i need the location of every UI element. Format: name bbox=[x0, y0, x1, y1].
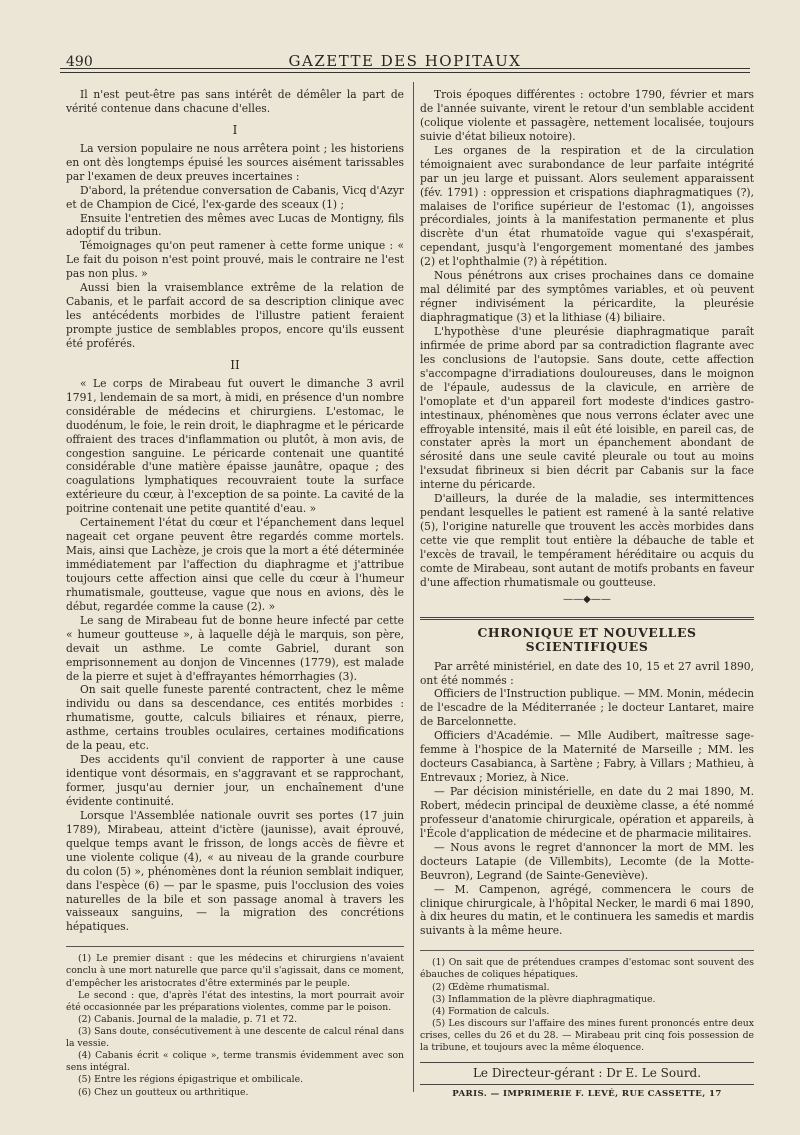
footnote: (1) Le premier disant : que les médecins et chirurgiens n'avaient conclu à une mort naturelle que parce qu'il s'agissait, dans ce moment, d'empêcher les aristocrates d'être exterminés par le peuple. bbox=[66, 953, 404, 989]
paragraph: Aussi bien la vraisemblance extrême de la relation de Cabanis, et le parfait accord de sa description clinique avec les antécédents morbides de l'illustre patient feraient prompte justice de semblables propos, encore qu'ils eussent été proférés. bbox=[66, 281, 404, 350]
footnote: (1) On sait que de prétendues crampes d'estomac sont souvent des ébauches de coliques hépatiques. bbox=[420, 957, 754, 981]
gerant-rule-thick bbox=[420, 1084, 754, 1085]
paragraph: Témoignages qu'on peut ramener à cette forme unique : « Le fait du poison n'est point prouvé, mais le contraire ne l'est pas non plus. » bbox=[66, 239, 404, 281]
paragraph: Ensuite l'entretien des mêmes avec Lucas de Montigny, fils adoptif du tribun. bbox=[66, 211, 404, 239]
paragraph: Officiers d'Académie. — Mlle Audibert, maîtresse sage-femme à l'hospice de la Maternité de Marseille ; MM. les docteurs Casabianca, à Sartène ; Fabry, à Villars ; Mathieu, à Entrevaux ; Moriez, à Nice. bbox=[420, 729, 754, 785]
chronique-rule bbox=[420, 617, 754, 618]
paragraph: Nous pénétrons aux crises prochaines dans ce domaine mal délimité par des symptômes variables, et où peuvent régner indivisément la péricardite, la pleurésie diaphragmatique (3) et la lithiase (4) biliaire. bbox=[420, 269, 754, 324]
footnote: (2) Œdème rhumatismal. bbox=[432, 981, 550, 993]
paragraph: « Le corps de Mirabeau fut ouvert le dimanche 3 avril 1791, lendemain de sa mort, à midi, en présence d'un nombre considérable de médecins et chirurgiens. L'estomac, le duodénum, le foie, le rein droit, le diaphragme et le péricarde offraient des traces d'inflammation ou plutôt, à mon avis, de congestion sanguine. Le péricarde contenait une quantité considérable d'une matière épaisse jaunâtre, opaque ; des coagulations lymphatiques recouvraient toute la surface extérieure du cœur, à l'exception de sa pointe. La cavité de la poitrine contenait une petite quantité d'eau. » bbox=[66, 376, 404, 516]
printer-imprint: PARIS. — IMPRIMERIE F. LEVÉ, RUE CASSETTE, 17 bbox=[452, 1089, 722, 1100]
column-divider bbox=[413, 82, 414, 1092]
footnote: (3) Sans doute, consécutivement à une descente de calcul rénal dans la vessie. bbox=[66, 1025, 404, 1050]
header-rule bbox=[60, 68, 750, 69]
paragraph: L'hypothèse d'une pleurésie diaphragmatique paraît infirmée de prime abord par sa contradiction flagrante avec les conclusions de l'autopsie. Sans doute, cette affection s'accompagne d'irradiations douloureuses, dans le moignon de l'épaule, audessus de la clavicule, en arrière de l'omoplate et d'un appareil fort modeste d'indices gastro-intestinaux, phénomènes que nous verrons éclater avec une effroyable intensité, mais il eût été loisible, en pareil cas, de constater après la mort un épanchement abondant de sérosité dans une seule cavité pleurale ou tout au moins l'exsudat fibrineux si bien décrit par Cabanis sur la face interne du péricarde. bbox=[420, 324, 754, 492]
paragraph: Officiers de l'Instruction publique. — MM. Monin, médecin de l'escadre de la Méditerranée ; le docteur Lantaret, maire de Barcelonnette. bbox=[420, 687, 754, 729]
paragraph: — Nous avons le regret d'annoncer la mort de MM. les docteurs Latapie (de Villembits), Lecomte (de la Motte-Beuvron), Legrand (de Sainte-Geneviève). bbox=[420, 840, 754, 882]
right-column bbox=[420, 88, 754, 1102]
paragraph: D'abord, la prétendue conversation de Cabanis, Vicq d'Azyr et de Champion de Cicé, l'ex-garde des sceaux (1) ; bbox=[66, 183, 404, 211]
chronique-title: CHRONIQUE ET NOUVELLES SCIENTIFIQUES bbox=[477, 624, 697, 654]
section-heading-2: II bbox=[230, 357, 240, 372]
gerant-rule bbox=[420, 1062, 754, 1063]
paragraph: Les organes de la respiration et de la circulation témoignaient avec surabondance de leur parfaite intégrité par un jeu large et puissant. Alors seulement apparaissent (fév. 1791) : oppression et crispations diaphragmatiques (?), malaises de l'orifice supérieur de l'estomac (1), angoisses précordiales, joints à la manifestation permanente et plus discrète d'un état rhumatoïde vague qui s'exaspérait, cependant, jusqu'à l'engorgement momentané des jambes (2) et l'ophthalmie (?) à répétition. bbox=[420, 143, 754, 269]
section-heading-1: I bbox=[232, 122, 238, 137]
footnote: Le second : que, d'après l'état des intestins, la mort pourrait avoir été occasionnée par les préparations violentes, comme par le poison. bbox=[66, 989, 404, 1013]
footnote: (6) Chez un goutteux ou arthritique. bbox=[78, 1086, 249, 1098]
footnote: (5) Les discours sur l'affaire des mines furent prononcés entre deux crises, celles du 26 et du 28. — Mirabeau prit cinq fois possession de la tribune, et toujours avec la même éloquence. bbox=[420, 1017, 754, 1054]
footnotes-rule bbox=[420, 950, 754, 951]
paragraph: Certainement l'état du cœur et l'épanchement dans lequel nageait cet organe peuvent être regardés comme mortels. Mais, ainsi que Lachèze, je crois que la mort a été déterminée immédiatement par l'affection du diaphragme et j'attribue toujours cette affection ainsi que celle du cœur à l'humeur rhumatismale, goutteuse, vague que nous en avions, dès le début, regardée comme la cause (2). » bbox=[66, 516, 404, 613]
paragraph: Par arrêté ministériel, en date des 10, 15 et 27 avril 1890, ont été nommés : bbox=[420, 659, 754, 687]
paragraph: Le sang de Mirabeau fut de bonne heure infecté par cette « humeur goutteuse », à laquelle déjà le marquis, son père, devait un asthme. Le comte Gabriel, durant son emprisonnement au donjon de Vincennes (1779), est malade de la pierre et sujet à d'effrayantes hémorrhagies (3). bbox=[66, 613, 404, 683]
ornament-separator: ——◆—— bbox=[563, 593, 611, 605]
journal-title: GAZETTE DES HOPITAUX bbox=[288, 52, 522, 70]
chronique-rule-thin bbox=[420, 619, 754, 620]
director-signature: Le Directeur-gérant : Dr E. Le Sourd. bbox=[472, 1066, 702, 1081]
right-footnotes bbox=[420, 957, 754, 1054]
footnote: (4) Formation de calculs. bbox=[432, 1005, 550, 1017]
footnotes-rule bbox=[66, 946, 404, 947]
paragraph: D'ailleurs, la durée de la maladie, ses intermittences pendant lesquelles le patient est ramené à la santé relative (5), l'origine naturelle que trouvent les accès morbides dans cette vie que remplit tout entière la débauche de table et l'excès de travail, le tempérament héréditaire ou acquis du comte de Mirabeau, sont autant de motifs probants en faveur d'une affection rhumatismale ou goutteuse. bbox=[420, 492, 754, 589]
footnote: (5) Entre les régions épigastrique et ombilicale. bbox=[78, 1074, 304, 1086]
footnote: (4) Cabanis écrit « colique », terme transmis évidemment avec son sens intégral. bbox=[66, 1050, 404, 1074]
paragraph: Des accidents qu'il convient de rapporter à une cause identique vont désormais, en s'aggravant et se rapprochant, former, jusqu'au dernier jour, un enchaînement d'une évidente continuité. bbox=[66, 753, 404, 808]
footnote: (3) Inflammation de la plèvre diaphragmatique. bbox=[432, 993, 656, 1005]
page-number: 490 bbox=[66, 54, 93, 70]
intro-paragraph: Il n'est peut-être pas sans intérêt de démêler la part de vérité contenue dans chacune d'elles. bbox=[66, 88, 404, 115]
left-footnotes bbox=[66, 953, 404, 1098]
header-rule-thin bbox=[60, 72, 750, 73]
paragraph: On sait quelle funeste parenté contractent, chez le même individu ou dans sa descendance, ces entités morbides : rhumatisme, goutte, calculs biliaires et rénaux, pierre, asthme, certains troubles oculaires, certaines modifications de la peau, etc. bbox=[66, 683, 404, 753]
paragraph: — Par décision ministérielle, en date du 2 mai 1890, M. Robert, médecin principal de deuxième classe, a été nommé professeur d'anatomie chirurgicale, opération et appareils, à l'École d'application de médecine et de pharmacie militaires. bbox=[420, 785, 754, 840]
paragraph: La version populaire ne nous arrêtera point ; les historiens en ont dès longtemps épuisé les sources aisément tarissables par l'examen de deux preuves incertaines : bbox=[66, 141, 404, 183]
paragraph: Lorsque l'Assemblée nationale ouvrit ses portes (17 juin 1789), Mirabeau, atteint d'ictère (jaunisse), avait éprouvé, quelque temps avant le frisson, de longs accès de fièvre et une violente colique (4), « au niveau de la grande courbure du colon (5) », phénomènes dont la réunion semblait indiquer, dans l'espèce (6) — par le spasme, puis l'occlusion des voies naturelles de la bile et son passage anomal à travers les vaisseaux sanguins, — la migration des concrétions hépatiques. bbox=[66, 808, 404, 934]
paragraph: Trois époques différentes : octobre 1790, février et mars de l'année suivante, virent le retour d'un semblable accident (colique violente et passagère, nettement localisée, toujours suivie d'état bilieux notoire). bbox=[420, 88, 754, 143]
paragraph: — M. Campenon, agrégé, commencera le cours de clinique chirurgicale, à l'hôpital Necker, le mardi 6 mai 1890, à dix heures du matin, et le continuera les samedis et mardis suivants à la même heure. bbox=[420, 882, 755, 938]
footnote: (2) Cabanis. Journal de la maladie, p. 71 et 72. bbox=[78, 1013, 298, 1025]
left-column bbox=[66, 88, 404, 1099]
